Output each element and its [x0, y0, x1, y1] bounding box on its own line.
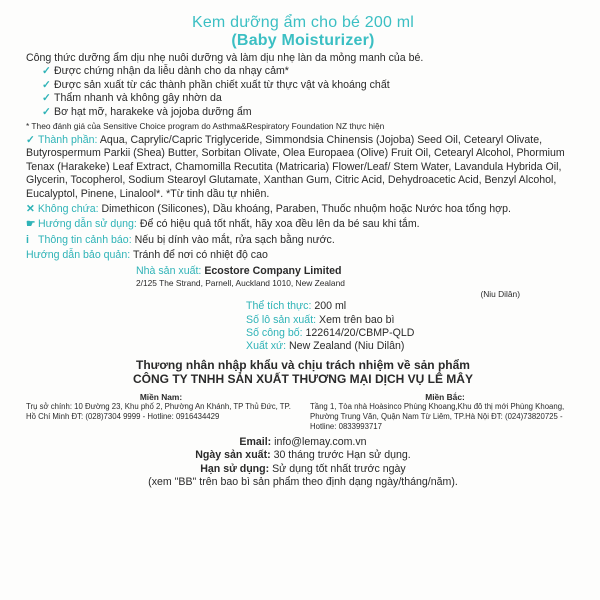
free-from	[26, 203, 580, 216]
expiry-value: Sử dụng tốt nhất trước ngày	[272, 462, 406, 475]
usage-label: Hướng dẫn sử dụng:	[38, 218, 137, 231]
benefit-item: ✓ Được chứng nhận da liễu dành cho da nhạy cảm*	[42, 65, 289, 78]
check-icon: ✓	[42, 92, 51, 105]
info-icon: i	[26, 233, 29, 246]
manufacturer-name: Ecostore Company Limited	[204, 264, 342, 277]
expiry-label: Hạn sử dụng:	[200, 462, 270, 475]
mfgdate-label: Ngày sản xuất:	[195, 449, 271, 462]
origin-label: Xuất xứ:	[246, 340, 287, 353]
origin-value: New Zealand (Niu Dilân)	[289, 340, 405, 353]
lot-value: Xem trên bao bì	[319, 313, 395, 326]
warning-text: Nếu bị dính vào mắt, rửa sạch bằng nước.	[134, 233, 335, 246]
volume-label: Thể tích thực:	[246, 300, 312, 313]
usage	[26, 218, 580, 231]
storage	[26, 249, 580, 262]
office-addresses	[26, 392, 580, 432]
certification-note: * Theo đánh giá của Sensitive Choice program do Asthma&Respiratory Foundation NZ thực hiện	[26, 121, 385, 132]
mfgdate-value: 30 tháng trước Hạn sử dụng.	[273, 449, 411, 462]
email-label: Email:	[239, 435, 272, 448]
volume-value: 200 ml	[314, 300, 347, 313]
email-value: info@lemay.com.vn	[274, 435, 367, 448]
office-north-text: Tầng 1, Tòa nhà Hoàsinco Phùng Khoang,Khu đô thị mới Phùng Khoang, Phường Trung Văn, Quận Nam Từ Liêm, TP.Hà Nội ĐT: (024)73820725 - Hotline: 0833993717	[310, 401, 565, 431]
intro-text: Công thức dưỡng ẩm dịu nhẹ nuôi dưỡng và làm dịu nhẹ làn da mỏng manh của bé.	[26, 52, 424, 64]
hand-icon: ☛	[26, 218, 36, 231]
ingredients-label: Thành phần:	[38, 134, 98, 147]
product-title: Kem dưỡng ẩm cho bé 200 ml	[191, 14, 415, 31]
check-icon: ✓	[42, 105, 51, 118]
lot-label: Số lô sản xuất:	[246, 313, 317, 326]
manufacturer-block	[26, 265, 580, 300]
manufacturer-address: 2/125 The Strand, Parnell, Auckland 1010, New Zealand	[136, 278, 345, 289]
importer-company: CÔNG TY TNHH SẢN XUẤT THƯƠNG MẠI DỊCH VỤ LÊ MÂY	[133, 371, 473, 386]
importer-heading: Thương nhân nhập khẩu và chịu trách nhiệm về sản phẩm	[136, 357, 470, 372]
warning-label: Thông tin cảnh báo:	[38, 233, 132, 246]
check-icon: ✓	[42, 65, 51, 78]
announce-value: 122614/20/CBMP-QLD	[305, 326, 415, 339]
cross-icon: ✕	[26, 203, 35, 216]
manufacturer-label: Nhà sản xuất:	[136, 264, 202, 277]
free-from-text: Dimethicon (Silicones), Dầu khoáng, Paraben, Thuốc nhuộm hoặc Nước hoa tổng hợp.	[101, 203, 511, 216]
storage-text: Tránh để nơi có nhiệt độ cao	[132, 249, 268, 262]
warning	[26, 234, 580, 247]
expiry-note: (xem "BB" trên bao bì sản phẩm theo định dạng ngày/tháng/năm).	[148, 475, 458, 488]
benefit-item: ✓ Bơ hạt mỡ, harakeke và jojoba dưỡng ẩm	[42, 105, 252, 118]
importer-block	[26, 358, 580, 386]
ingredients	[26, 134, 580, 201]
footer-block	[26, 436, 580, 490]
office-north-title: Miền Bắc:	[425, 391, 465, 402]
office-north	[310, 392, 580, 432]
office-south-text: Trụ sở chính: 10 Đường 23, Khu phố 2, Phường An Khánh, TP Thủ Đức, TP. Hồ Chí Minh ĐT: (028)7304 9999 - Hotline: 0916434429	[26, 401, 291, 421]
usage-text: Để có hiệu quả tốt nhất, hãy xoa đều lên da bé sau khi tắm.	[139, 218, 420, 231]
office-south-title: Miền Nam:	[139, 391, 183, 402]
manufacturer-note: (Niu Dilân)	[480, 289, 520, 300]
check-icon: ✓	[26, 134, 35, 147]
product-details	[26, 300, 580, 354]
check-icon: ✓	[42, 78, 51, 91]
announce-label: Số công bố:	[246, 326, 303, 339]
office-south	[26, 392, 296, 432]
product-subtitle: (Baby Moisturizer)	[231, 32, 375, 49]
benefit-list	[26, 65, 580, 119]
storage-label: Hướng dẫn bảo quản:	[26, 249, 131, 262]
ingredients-text: Aqua, Caprylic/Capric Triglyceride, Simmondsia Chinensis (Jojoba) Seed Oil, Cetearyl Olivate, Butyrospermum Parkii (Shea) Butter, Sorbitan Olivate, Olea Europaea (Olive) Fruit Oil, Cetearyl Alcohol, Phormium Tenax (Harakeke) Leaf Extract, Chamomilla Recutita (Matricaria) Flower/Leaf/ Stem Water, Lavandula Hybrida Oil, Glycerin, Tocopherol, Sodium Stearoyl Glutamate, Xanthan Gum, Citric Acid, Dehydroacetic Acid, Benzyl Alcohol, Eucalyptol, Pinene, Linalool*. *Từ tinh dầu tự nhiên.	[26, 134, 565, 200]
benefit-item: ✓ Thẩm nhanh và không gây nhờn da	[42, 92, 222, 105]
free-from-label: Không chứa:	[37, 203, 99, 216]
benefit-item: ✓ Được sản xuất từ các thành phần chiết xuất từ thực vật và khoáng chất	[42, 78, 390, 91]
